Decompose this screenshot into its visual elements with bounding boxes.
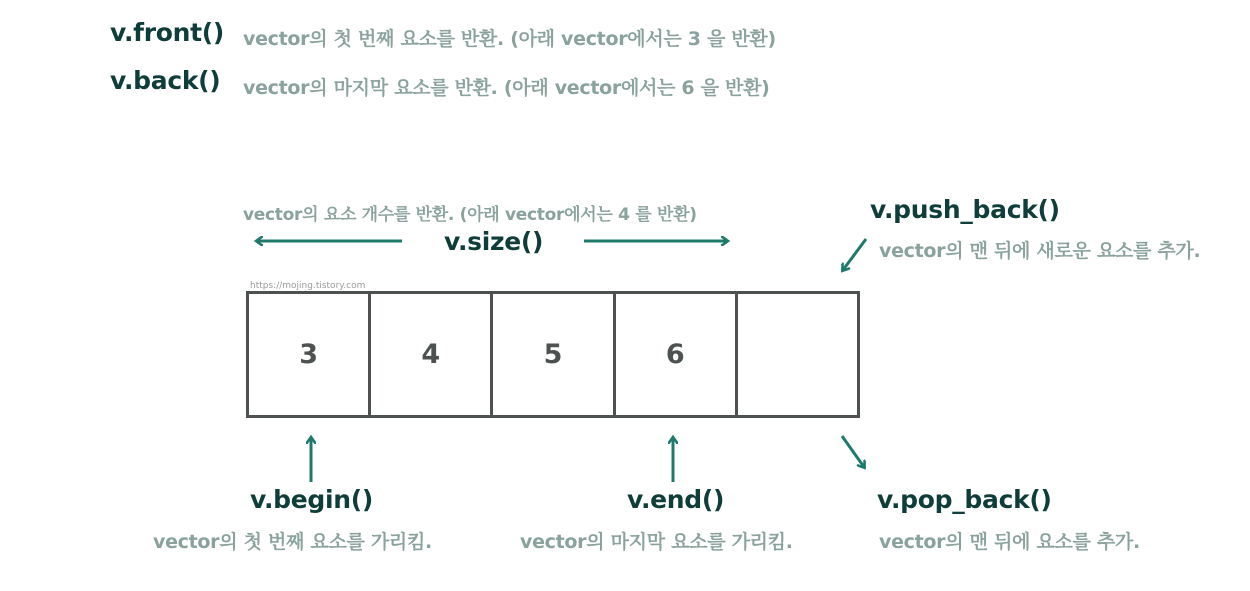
end-description: vector의 마지막 요소를 가리킴. <box>520 531 793 553</box>
push-back-function-label: v.push_back() <box>870 195 1060 224</box>
vector-cell: 6 <box>616 294 738 415</box>
back-description: vector의 마지막 요소를 반환. (아래 vector에서는 6 을 반환) <box>243 77 770 99</box>
vector-cell: 4 <box>371 294 493 415</box>
end-function-label: v.end() <box>627 485 725 514</box>
begin-function-label: v.begin() <box>250 485 374 514</box>
push-back-arrow <box>843 239 866 270</box>
size-description: vector의 요소 개수를 반환. (아래 vector에서는 4 를 반환) <box>243 205 697 225</box>
pop-back-arrow <box>842 436 864 467</box>
back-function-label: v.back() <box>110 66 221 95</box>
size-function-label: v.size() <box>444 227 544 256</box>
vector-cell: 3 <box>249 294 371 415</box>
vector-cell: 5 <box>493 294 615 415</box>
pop-back-function-label: v.pop_back() <box>877 485 1052 514</box>
push-back-description: vector의 맨 뒤에 새로운 요소를 추가. <box>879 240 1201 262</box>
front-description: vector의 첫 번째 요소를 반환. (아래 vector에서는 3 을 반환) <box>243 28 776 50</box>
watermark-url: https://mojing.tistory.com <box>250 281 366 291</box>
pop-back-description: vector의 맨 뒤에 요소를 추가. <box>879 531 1140 553</box>
front-function-label: v.front() <box>110 18 225 47</box>
begin-description: vector의 첫 번째 요소를 가리킴. <box>153 531 432 553</box>
